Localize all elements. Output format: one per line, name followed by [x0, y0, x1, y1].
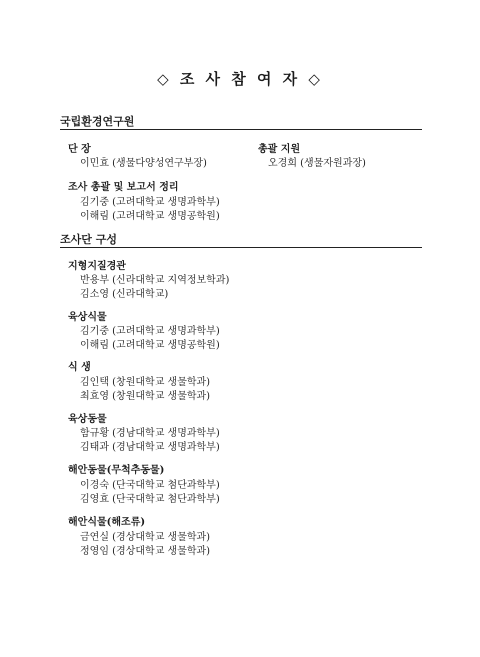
page-title: ◇ 조 사 참 여 자 ◇: [157, 70, 323, 88]
leader-name: 이민효 (생물다양성연구부장): [80, 158, 207, 169]
group-label-land-plants: 육상식물: [68, 312, 107, 323]
group-member: 김소영 (신라대학교): [80, 289, 169, 300]
group-member: 김태과 (경남대학교 생명과학부): [80, 442, 220, 453]
group-member: 최효영 (창원대학교 생물학과): [80, 391, 211, 402]
group-member: 이경숙 (단국대학교 첨단과학부): [80, 480, 220, 491]
section-rule: [60, 247, 422, 248]
section-heading-team: 조사단 구성: [60, 233, 117, 246]
section-rule: [60, 129, 422, 130]
group-member: 김영효 (단국대학교 첨단과학부): [80, 494, 220, 505]
group-member: 김기중 (고려대학교 생명과학부): [80, 326, 220, 337]
summary-member: 김기중 (고려대학교 생명과학부): [80, 197, 220, 208]
group-label-geology: 지형지질경관: [68, 261, 126, 272]
group-member: 정영임 (경상대학교 생물학과): [80, 546, 211, 557]
role-general-support: 총괄 지원: [258, 144, 301, 155]
summary-member: 이해림 (고려대학교 생명공학원): [80, 211, 220, 222]
section-heading-nier: 국립환경연구원: [60, 115, 135, 128]
group-label-coastal-animals: 해안동물(무척추동물): [68, 465, 165, 476]
group-label-vegetation: 식 생: [68, 362, 91, 373]
group-member: 이해림 (고려대학교 생명공학원): [80, 340, 220, 351]
group-member: 반용부 (신라대학교 지역정보학과): [80, 275, 230, 286]
role-leader: 단 장: [68, 144, 91, 155]
general-support-name: 오경희 (생물자원과장): [268, 158, 366, 169]
group-label-coastal-plants: 해안식물(해조류): [68, 517, 146, 528]
role-summary: 조사 총괄 및 보고서 정리: [68, 182, 179, 193]
group-member: 김인택 (창원대학교 생물학과): [80, 377, 211, 388]
group-member: 금연실 (경상대학교 생물학과): [80, 532, 211, 543]
group-member: 함규황 (경남대학교 생명과학부): [80, 428, 220, 439]
group-label-land-animals: 육상동물: [68, 414, 107, 425]
